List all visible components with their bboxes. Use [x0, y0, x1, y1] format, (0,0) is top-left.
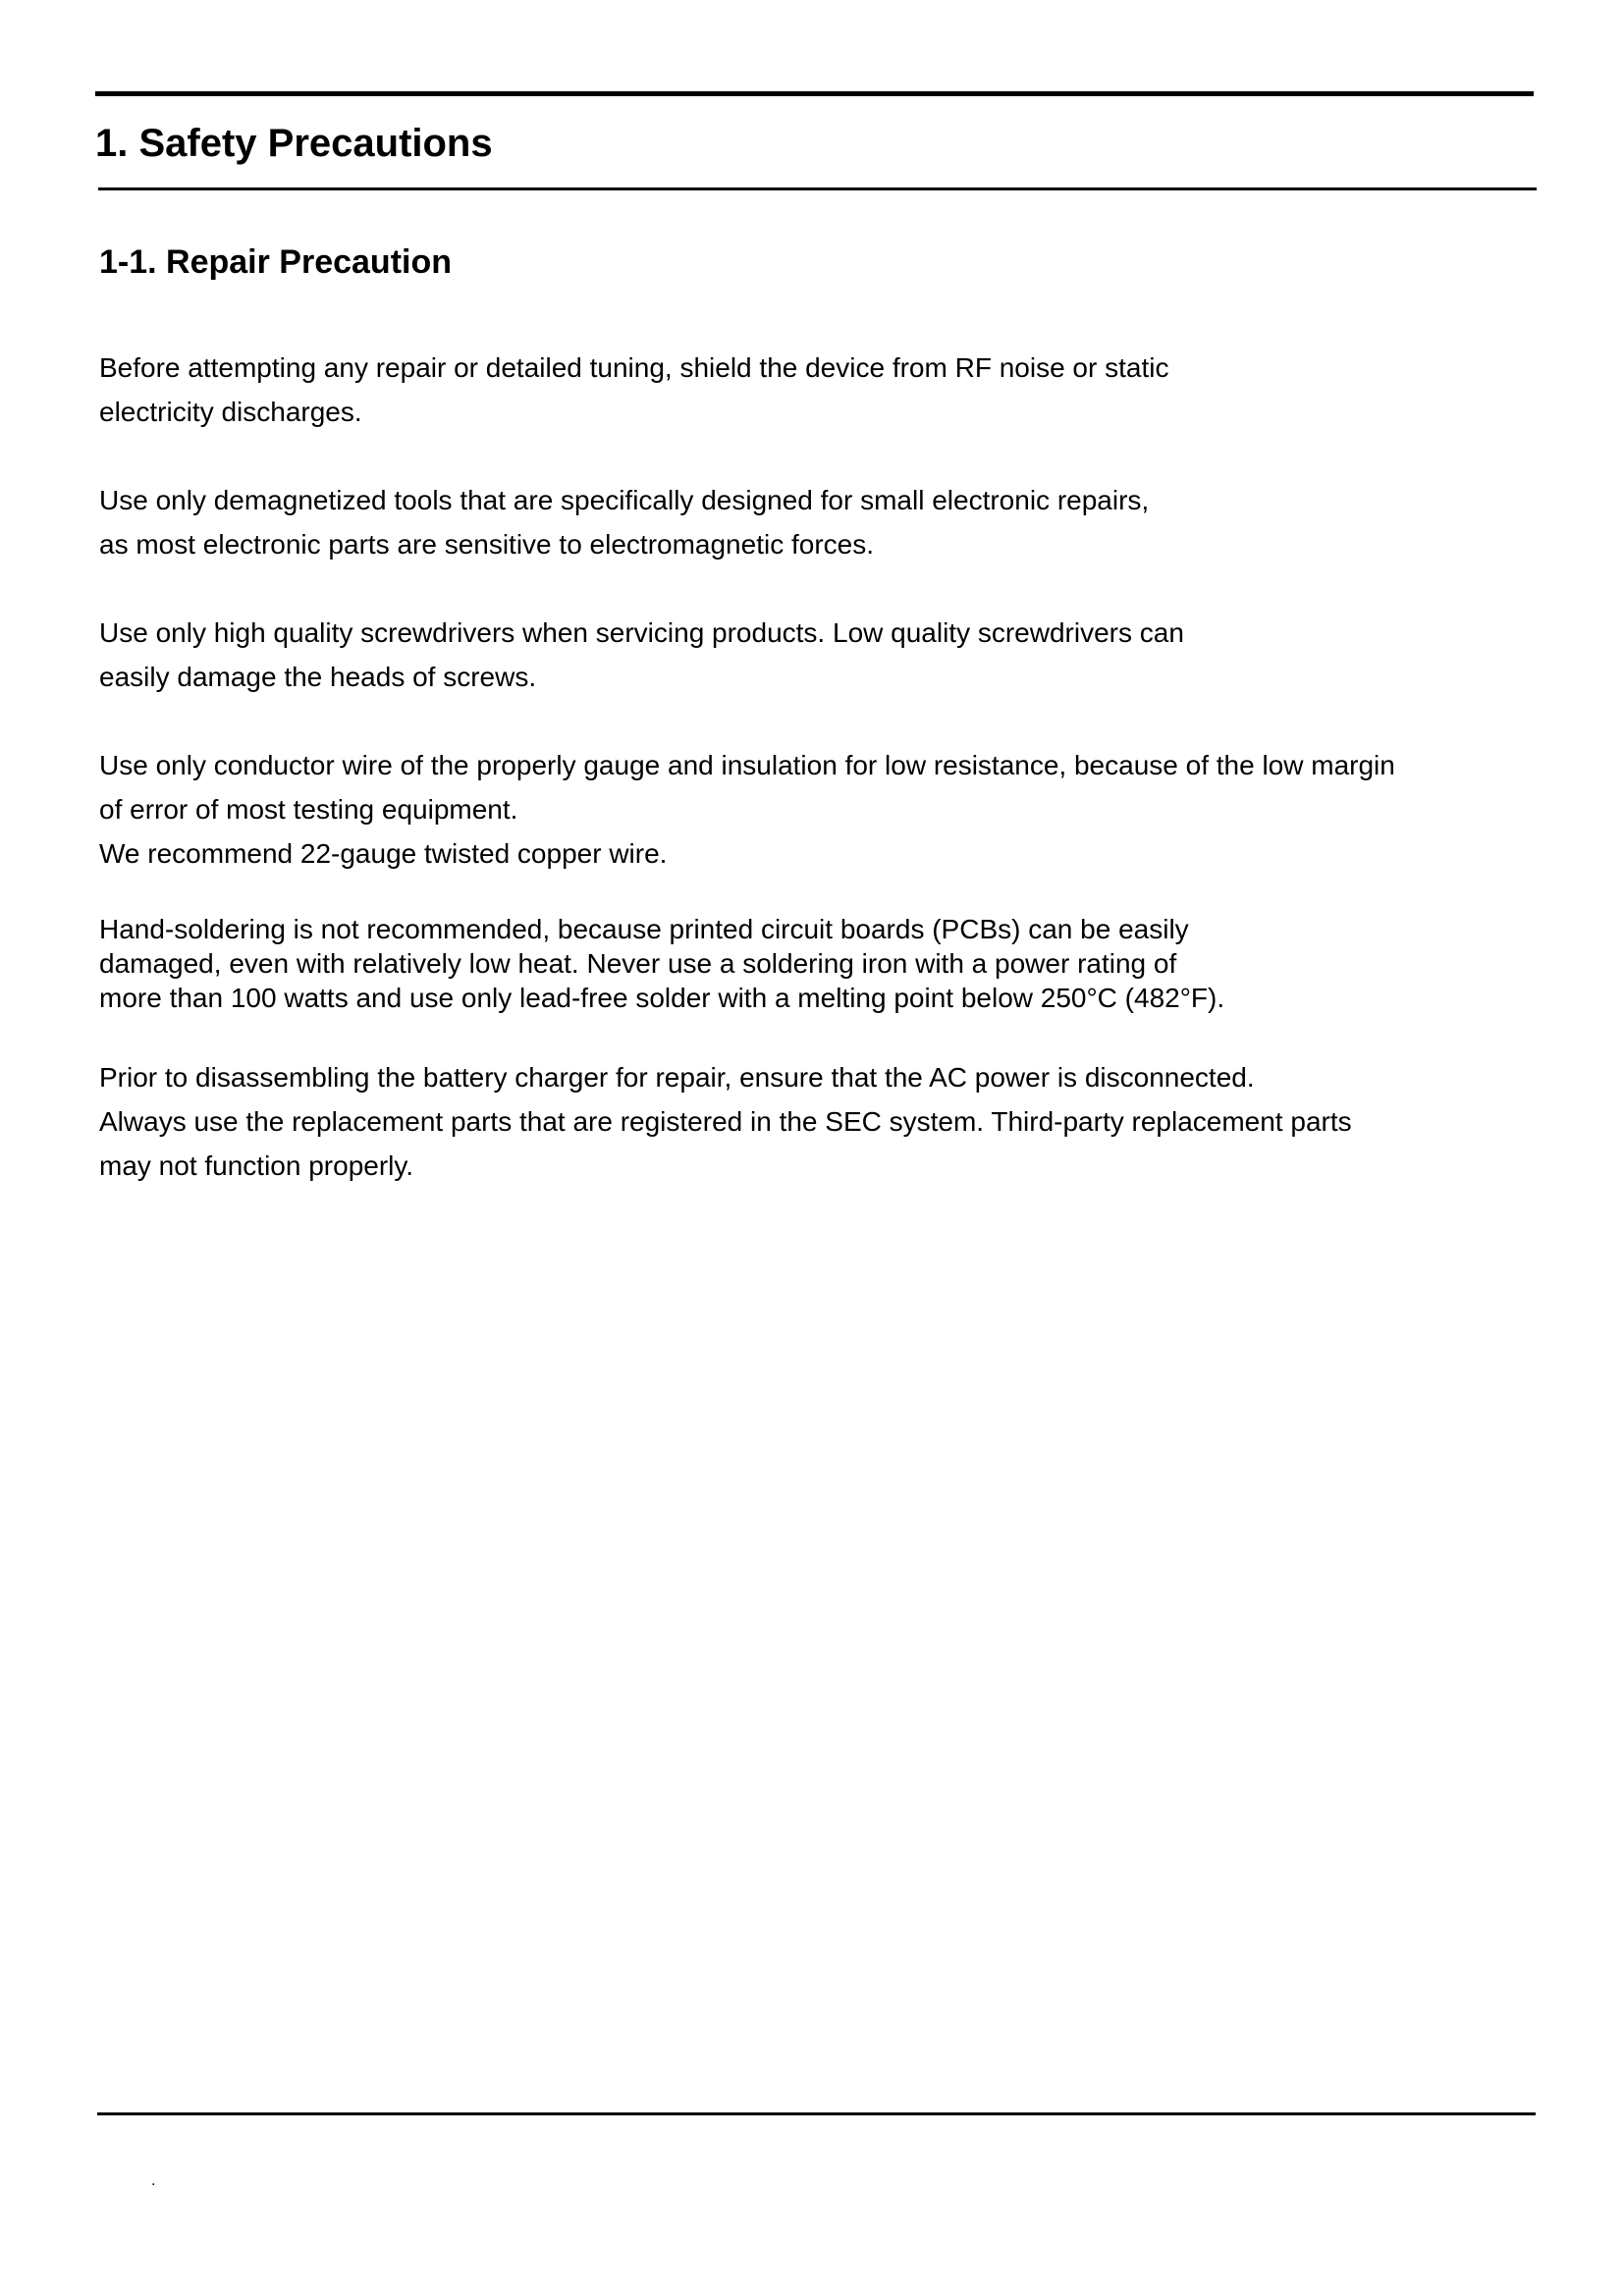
paragraph-line: Hand-soldering is not recommended, because printed circuit boards (PCBs) can be easily — [99, 914, 1189, 944]
paragraph-shielding — [99, 346, 1168, 434]
paragraph-line: We recommend 22-gauge twisted copper wire. — [99, 838, 668, 869]
page-title: 1. Safety Precautions — [95, 122, 493, 165]
footer-mark: . — [151, 2172, 156, 2189]
paragraph-line: easily damage the heads of screws. — [99, 662, 537, 692]
section-title: 1-1. Repair Precaution — [99, 243, 453, 281]
paragraph-line: Use only demagnetized tools that are specifically designed for small electronic repairs, — [99, 485, 1150, 515]
paragraph-line: Use only high quality screwdrivers when servicing products. Low quality screwdrivers can — [99, 617, 1184, 648]
paragraph-battery-charger — [99, 1055, 1352, 1188]
paragraph-screwdrivers — [99, 611, 1184, 699]
paragraph-demagnetized-tools — [99, 478, 1149, 566]
paragraph-line: damaged, even with relatively low heat. Never use a soldering iron with a power rating of — [99, 948, 1177, 979]
title-underline-rule — [98, 187, 1537, 190]
paragraph-line: Prior to disassembling the battery charger for repair, ensure that the AC power is disconnected. — [99, 1062, 1255, 1093]
paragraph-line: Use only conductor wire of the properly gauge and insulation for low resistance, because of the low margin — [99, 750, 1395, 780]
paragraph-line: Always use the replacement parts that are registered in the SEC system. Third-party replacement parts — [99, 1106, 1352, 1137]
paragraph-line: Before attempting any repair or detailed tuning, shield the device from RF noise or static — [99, 352, 1169, 383]
paragraph-line: as most electronic parts are sensitive to electromagnetic forces. — [99, 529, 875, 560]
paragraph-line: more than 100 watts and use only lead-free solder with a melting point below 250°C (482°F). — [99, 983, 1225, 1013]
paragraph-line: electricity discharges. — [99, 397, 362, 427]
paragraph-hand-soldering — [99, 912, 1224, 1015]
paragraph-conductor-wire — [99, 743, 1395, 876]
top-rule — [95, 91, 1534, 96]
paragraph-line: of error of most testing equipment. — [99, 794, 518, 825]
paragraph-line: may not function properly. — [99, 1150, 414, 1181]
footer-rule — [97, 2112, 1536, 2115]
